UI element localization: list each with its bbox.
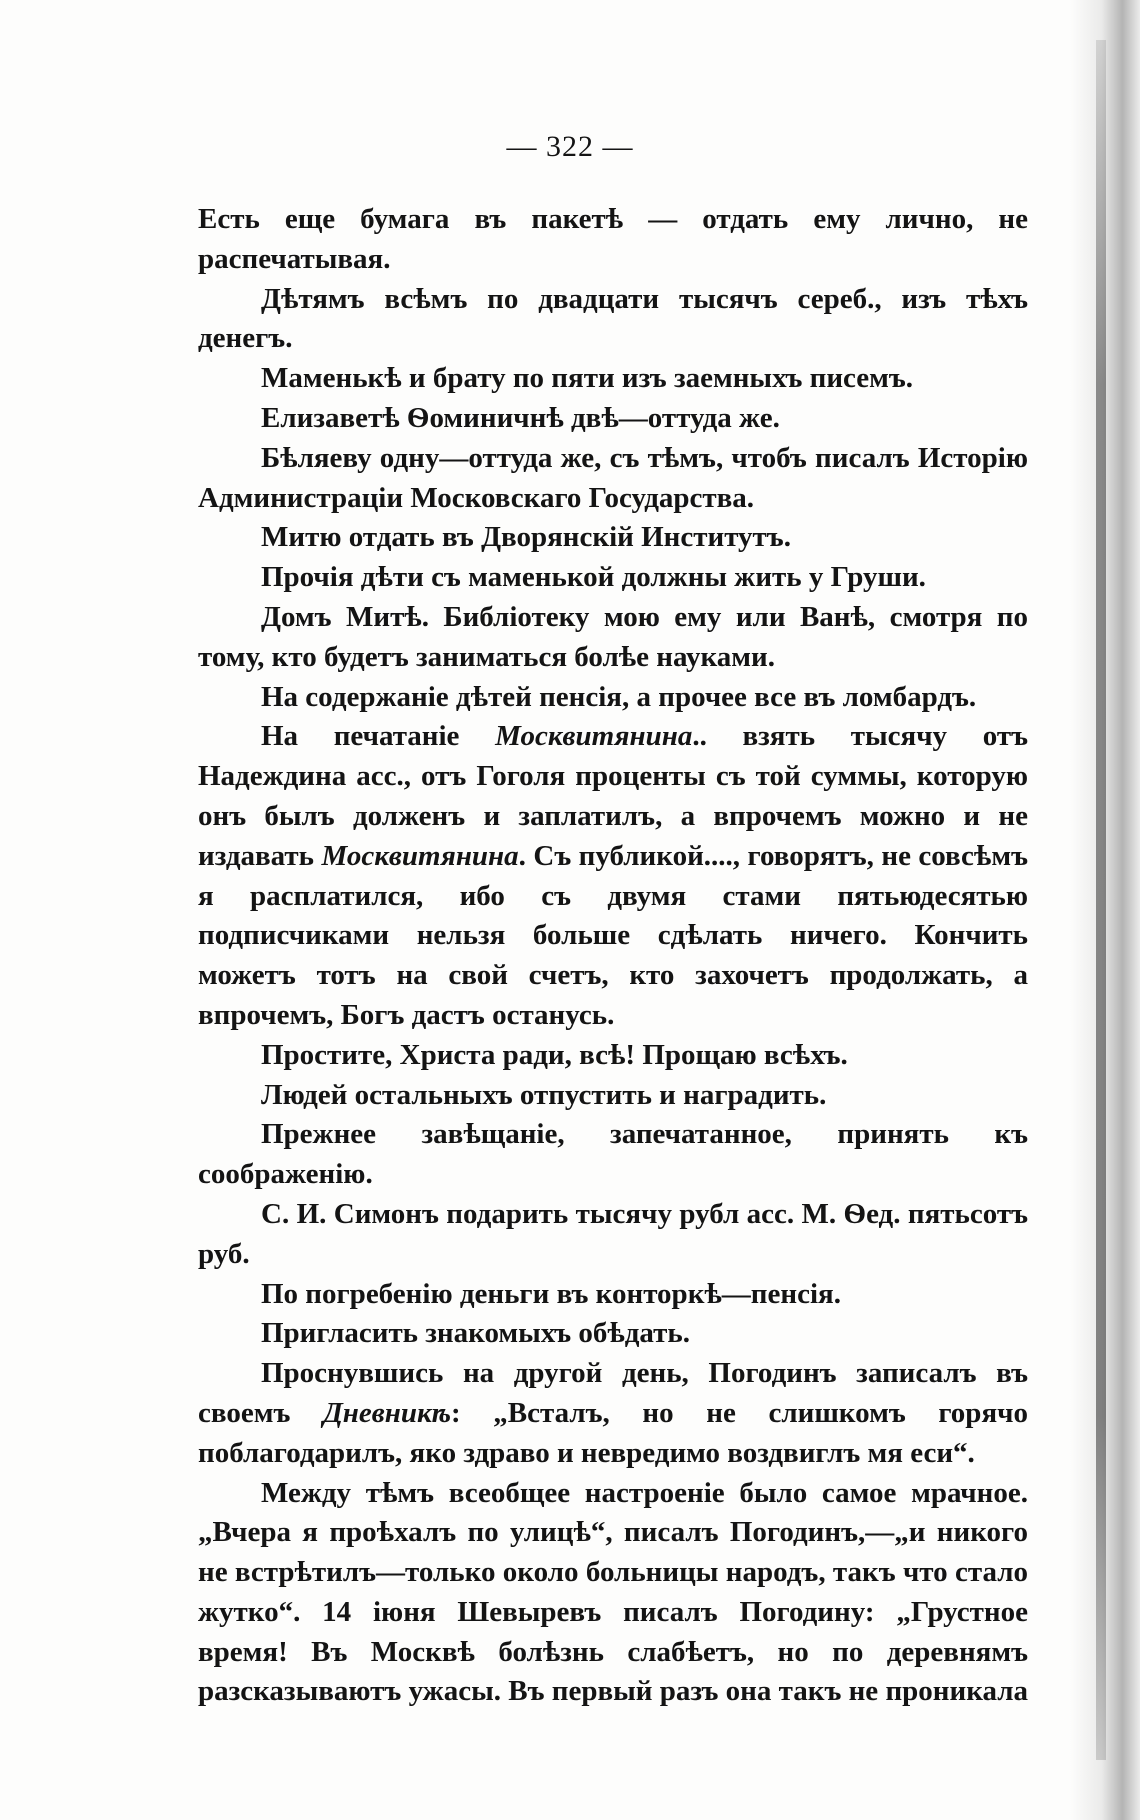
text-run: На печатаніе [261, 720, 496, 753]
paragraph [198, 1354, 1028, 1473]
paragraph: Бѣляеву одну—оттуда же, съ тѣмъ, чтобъ писалъ Исторію Администраціи Московскаго Государства. [198, 441, 1028, 514]
text-run: .. взять тысячу отъ Надеждина асс., отъ Гоголя проценты съ той суммы, которую онъ былъ долженъ и заплатилъ, а впрочемъ можно и не издавать [198, 720, 1028, 872]
paragraph: Домъ Митѣ. Библіотеку мою ему или Ванѣ, смотря по тому, кто будетъ заниматься болѣе науками. [198, 600, 1028, 673]
paragraph: По погребенію деньги въ конторкѣ—пенсія. [261, 1277, 841, 1310]
text-run: . Съ публикой...., говорятъ, не совсѣмъ я расплатился, ибо съ двумя стами пятьюдесятью подписчиками нельзя больше сдѣлать ничего. Кончить можетъ тотъ на свой счетъ, кто захочетъ продолжать, а впрочемъ, Богъ дастъ останусь. [198, 839, 1028, 1031]
italic-title: Москвитянина [321, 839, 519, 872]
body-text [198, 200, 1028, 1712]
paragraph: Елизаветѣ Ѳоминичнѣ двѣ—оттуда же. [261, 401, 780, 434]
page-number: — 322 — [506, 130, 634, 163]
text-run: Проснувшись на другой день, Погодинъ записалъ въ своемъ [198, 1357, 1028, 1429]
paragraph: На содержаніе дѣтей пенсія, а прочее все въ ломбардъ. [261, 680, 977, 713]
italic-title: Дневникѣ [323, 1396, 452, 1429]
paragraph: Пригласить знакомыхъ обѣдать. [261, 1317, 691, 1350]
italic-title: Москвитянина [495, 720, 693, 753]
paragraph: Людей остальныхъ отпустить и наградить. [261, 1078, 827, 1111]
scan-binding-shadow [1096, 40, 1106, 1760]
paragraph [198, 717, 1028, 1035]
text-run: : „Всталъ, но не слишкомъ горячо поблагодарилъ, яко здраво и невредимо воздвиглъ мя еси“. [198, 1396, 1028, 1469]
paragraph: Митю отдать въ Дворянскій Институтъ. [261, 521, 791, 554]
paragraph: Дѣтямъ всѣмъ по двадцати тысячъ сереб., изъ тѣхъ денегъ. [198, 282, 1028, 355]
paragraph: Прежнее завѣщаніе, запечатанное, принять къ соображенію. [198, 1118, 1028, 1191]
paragraph: Есть еще бумага въ пакетѣ — отдать ему лично, не распечатывая. [198, 203, 1028, 275]
paragraph: Между тѣмъ всеобщее настроеніе было самое мрачное. „Вчера я проѣхалъ по улицѣ“, писалъ Погодинъ,—„и никого не встрѣтилъ—только около больницы народъ, такъ что стало жутко“. 14 іюня Шевыревъ писалъ Погодину: „Грустное время! Въ Москвѣ болѣзнь слабѣетъ, но по деревнямъ разсказываютъ ужасы. Въ первый разъ она такъ не проникала [198, 1476, 1028, 1708]
paragraph: Простите, Христа ради, всѣ! Прощаю всѣхъ. [261, 1038, 848, 1071]
paragraph: Маменькѣ и брату по пяти изъ заемныхъ писемъ. [261, 362, 914, 395]
paragraph: Прочія дѣти съ маменькой должны жить у Груши. [261, 561, 926, 594]
paragraph: С. И. Симонъ подарить тысячу рубл асс. М. Ѳед. пятьсотъ руб. [198, 1197, 1028, 1270]
